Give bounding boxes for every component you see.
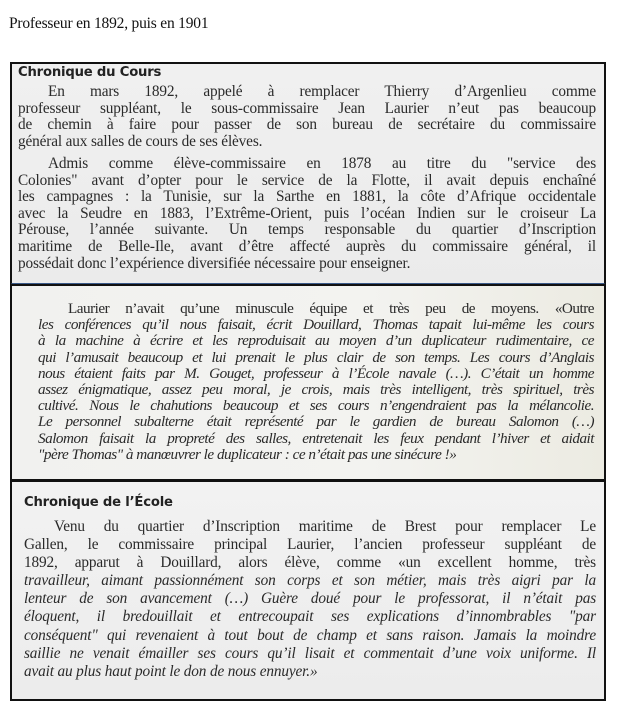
text-line: En mars 1892, appelé à remplacer Thierry d’Argenlieu comme bbox=[48, 83, 596, 100]
text-line: conséquent" qui revenaient à tout bout de champ et sans raison. Jamais la moindre bbox=[24, 626, 596, 644]
text-line: les campagnes : la Tunisie, sur la Sarthe en 1881, la côte d’Afrique occidentale bbox=[18, 188, 596, 206]
excerpt-paragraph bbox=[24, 518, 596, 681]
text-line: Colonies" avant d’opter pour le service de la Flotte, il avait depuis enchaîné bbox=[18, 171, 596, 189]
text-line: travailleur, aimant passionnément son corps et son métier, mais très aigri par la bbox=[24, 572, 596, 590]
text-line: assez énigmatique, assez peu moral, je crois, mais très intelligent, très spirituel, très bbox=[38, 381, 594, 399]
text-line: qui l’amusait beaucoup et lui prenait le plus clair de son temps. Les cours d’Anglais bbox=[38, 348, 594, 366]
text-line: général aux salles de cours de ses élèves. bbox=[18, 132, 263, 150]
text-line: Admis comme élève-commissaire en 1878 au titre du "service des bbox=[48, 155, 596, 172]
text-line: les conférences qu’il nous faisait, écrit Douillard, Thomas tapait lui-même les cours bbox=[38, 316, 594, 334]
text-line: Venu du quartier d’Inscription maritime de Brest pour remplacer Le bbox=[54, 518, 596, 535]
text-line: Salomon faisait la propreté des salles, entretenait les feux pendant l’hiver et aidait bbox=[38, 429, 594, 447]
text-line: maritime de Belle-Ile, avant d’être affecté auprès du commissaire général, il bbox=[18, 237, 596, 255]
text-line: Laurier n’avait qu’une minuscule équipe et très peu de moyens. «Outre bbox=[68, 300, 594, 317]
excerpt-douillard-quote bbox=[10, 284, 606, 481]
text-line: de chemin à faire pour passer de son bureau de secrétaire du commissaire bbox=[18, 116, 596, 134]
text-line: Gallen, le commissaire principal Laurier, l’ancien professeur suppléant de bbox=[24, 536, 596, 554]
text-line: saillie ne venait émailler ses cours qu’il lisait et commentait d’une voix uniforme. Il bbox=[24, 644, 596, 662]
text-line: avec la Seudre en 1883, l’Extrême-Orient, puis l’océan Indien sur le croiseur La bbox=[18, 204, 596, 222]
excerpt-paragraph bbox=[18, 156, 596, 272]
text-line: nous étaient faits par M. Gouget, professeur à l’École navale (…). C’était un homme bbox=[38, 364, 594, 382]
excerpt-chronique-de-l-ecole bbox=[10, 480, 606, 701]
excerpt-title: Chronique de l’École bbox=[24, 495, 173, 510]
text-line: avait au plus haut point le don de nous ennuyer.» bbox=[24, 662, 318, 680]
text-line: "père Thomas" à manœuvrer le duplicateur : ce n’était pas une sinécure !» bbox=[38, 445, 457, 463]
text-line: 1892, apparut à Douillard, alors élève, comme «un excellent homme, très bbox=[24, 554, 596, 572]
text-line: éloquent, il bredouillait et entrecoupait ses explications d’innombrables "par bbox=[24, 608, 596, 626]
text-line: Pérouse, l’année suivante. Un temps responsable du quartier d’Inscription bbox=[18, 221, 596, 239]
excerpt-paragraph bbox=[38, 301, 594, 463]
text-line: possédait donc l’expérience diversifiée nécessaire pour enseigner. bbox=[18, 254, 411, 272]
page-title: Professeur en 1892, puis en 1901 bbox=[9, 15, 209, 32]
text-line: professeur suppléant, le sous-commissaire Jean Laurier n’eut pas beaucoup bbox=[18, 99, 596, 117]
excerpt-chronique-du-cours bbox=[10, 62, 606, 285]
text-line: Le personnel subalterne était représenté par le gardien de bureau Salomon (…) bbox=[38, 413, 594, 431]
excerpt-paragraph bbox=[18, 84, 596, 150]
text-line: lenteur de son avancement (…) Guère doué pour le professorat, il n’était pas bbox=[24, 590, 596, 608]
text-line: à la machine à écrire et les reproduisait au moyen d’un duplicateur rudimentaire, ce bbox=[38, 332, 594, 350]
excerpt-title: Chronique du Cours bbox=[18, 65, 162, 80]
text-line: cultivé. Nous le chahutions beaucoup et ses cours n’engendraient pas la mélancolie. bbox=[38, 397, 594, 415]
